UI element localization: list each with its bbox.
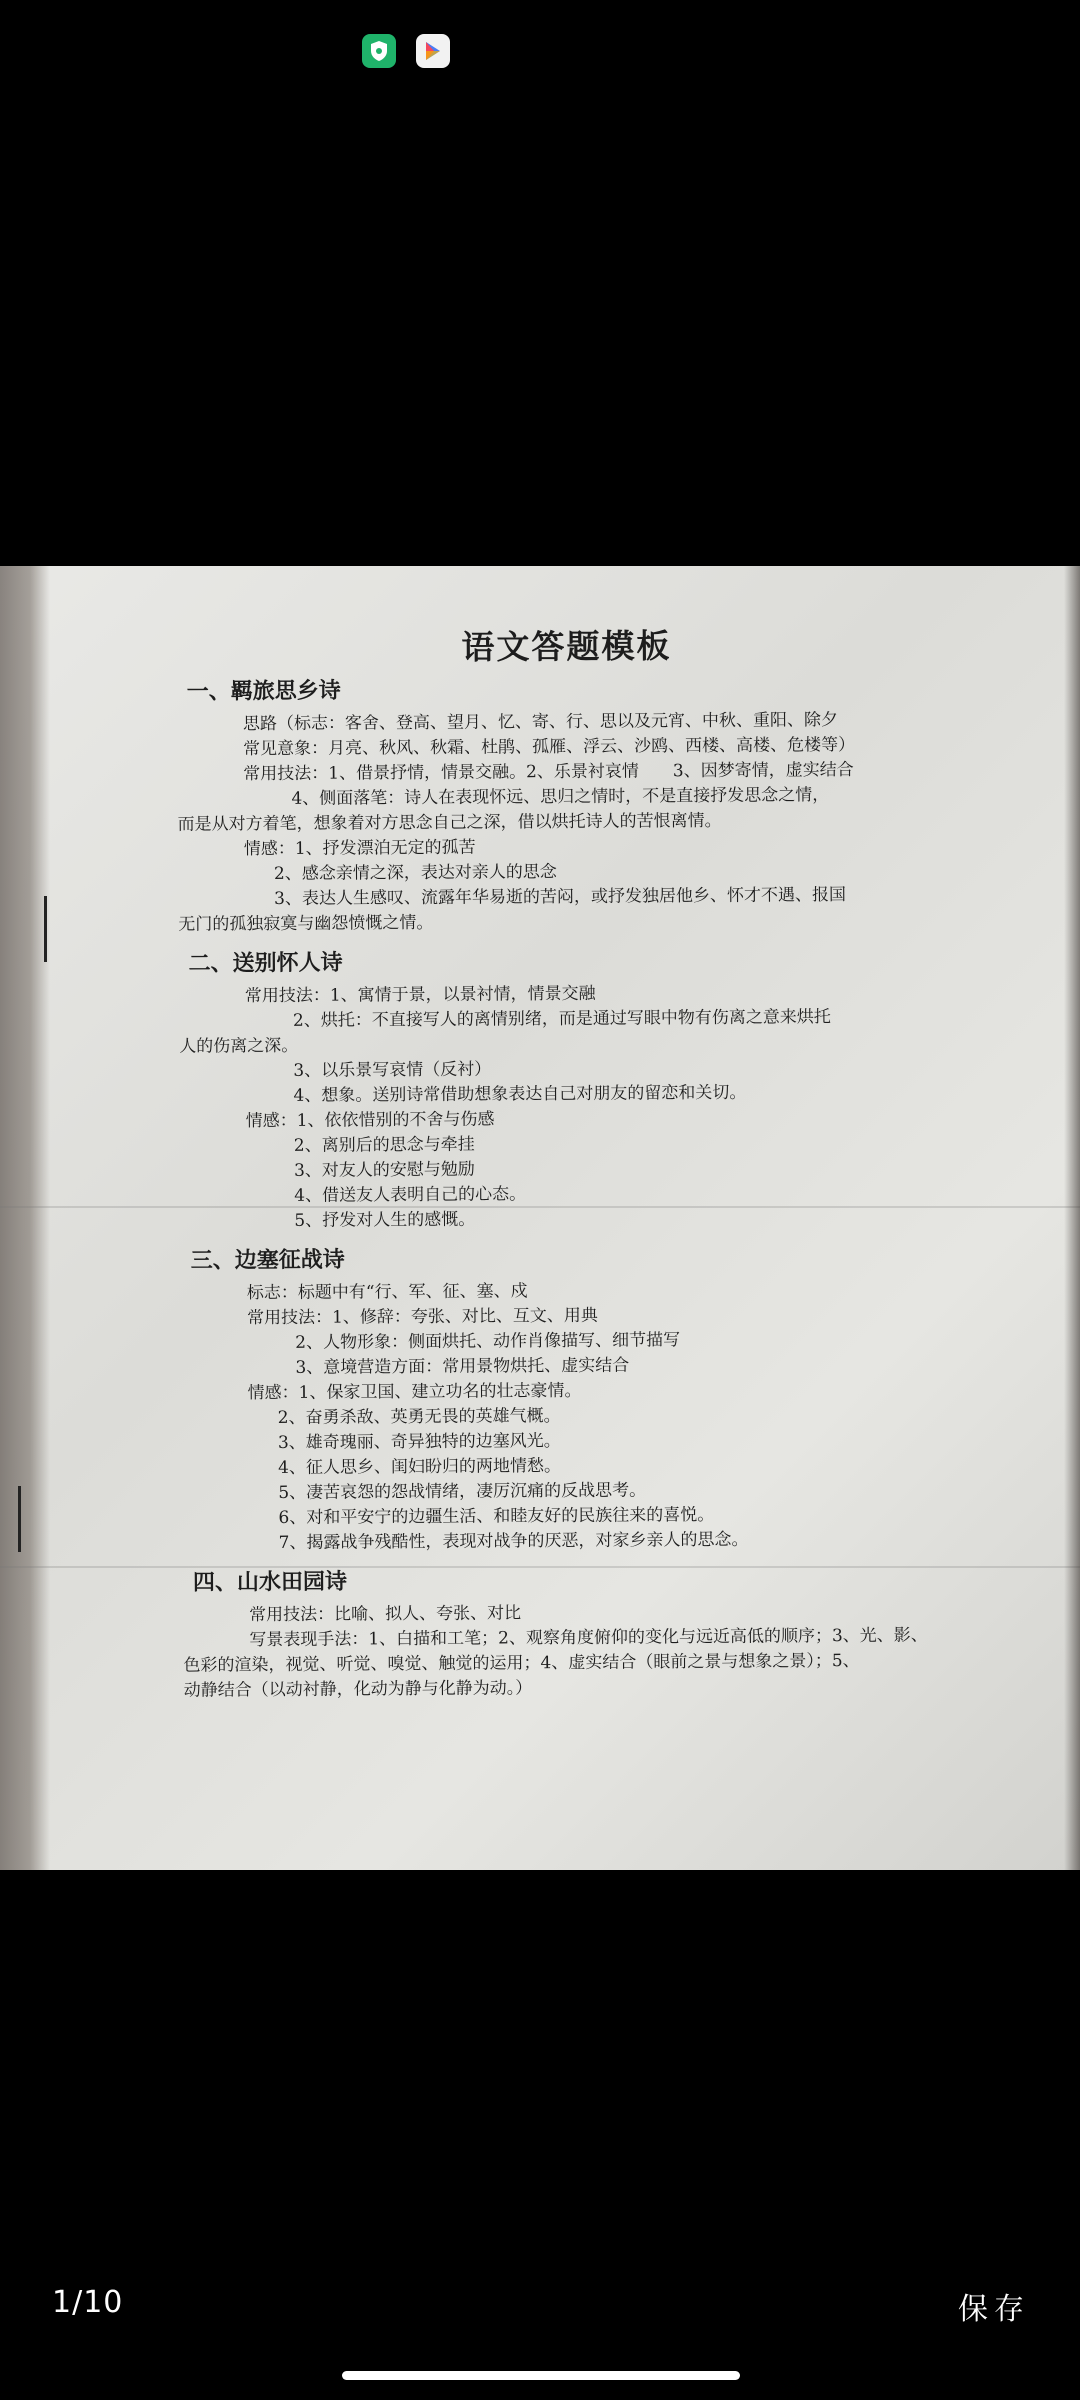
text-line: 3、意境营造方面：常用景物烘托、虚实结合 [295,1355,630,1378]
text-line: 4、侧面落笔：诗人在表现怀远、思归之情时，不是直接抒发思念之情， [291,785,830,809]
text-line: 4、想象。送别诗常借助想象表达自己对朋友的留恋和关切。 [293,1082,747,1106]
text-line: 常用技法：1、修辞：夸张、对比、互文、用典 [247,1305,598,1329]
text-line: 3、以乐景写哀情（反衬） [293,1059,492,1081]
text-line: 6、对和平安宁的边疆生活、和睦友好的民族往来的喜悦。 [278,1505,715,1529]
staple-top [44,896,47,962]
worksheet [177,623,953,1703]
status-bar-icons [362,34,450,68]
text-line: 2、人物形象：侧面烘托、动作肖像描写、细节描写 [295,1330,681,1353]
text-line: 常用技法：1、寓情于景，以景衬情，情景交融 [244,983,596,1007]
text-line: 常用技法：1、借景抒情，情景交融。2、乐景衬哀情 3、因梦寄情，虚实结合 [243,760,854,785]
shield-app-icon [362,34,396,68]
text-line: 2、奋勇杀敌、英勇无畏的英雄气概。 [277,1406,561,1429]
home-indicator[interactable] [342,2371,740,2380]
text-line: 动静结合（以动衬静，化动为静与化静为动。） [183,1678,533,1701]
text-line: 2、感念亲情之深，表达对亲人的思念 [273,862,557,885]
text-line: 5、抒发对人生的感慨。 [294,1209,476,1231]
document-photo[interactable] [0,566,1080,1870]
text-line: 4、征人思乡、闺妇盼归的两地情愁。 [278,1456,562,1479]
text-line: 3、对友人的安慰与勉励 [293,1159,475,1181]
text-line: 而是从对方着笔，想象着对方思念自己之深，借以烘托诗人的苦恨离情。 [177,810,722,835]
text-line: 情感：1、依依惜别的不舍与伤感 [245,1109,495,1132]
text-line: 思路（标志：客舍、登高、望月、忆、寄、行、思以及元宵、中秋、重阳、除夕 [242,710,838,735]
text-line: 标志：标题中有“行、军、征、塞、戍 [246,1281,528,1304]
text-line: 2、烘托：不直接写人的离情别绪，而是通过写眼中物有伤离之意来烘托 [292,1007,831,1031]
section-heading-4: 四、山水田园诗 [192,1568,348,1596]
staple-bottom [18,1486,21,1552]
text-line: 2、离别后的思念与牵挂 [293,1134,475,1156]
section-heading-1: 一、羁旅思乡诗 [186,677,341,705]
text-line: 人的伤离之深。 [179,1035,299,1057]
text-line: 7、揭露战争残酷性，表现对战争的厌恶，对家乡亲人的思念。 [278,1529,749,1554]
text-line: 5、凄苦哀怨的怨战情绪，凄厉沉痛的反战思考。 [278,1480,647,1504]
play-store-icon [416,34,450,68]
text-line: 常见意象：月亮、秋风、秋霜、杜鹃、孤雁、浮云、沙鸥、西楼、高楼、危楼等） [243,734,856,760]
text-line: 4、借送友人表明自己的心态。 [294,1184,527,1206]
text-line: 无门的孤独寂寞与幽怨愤慨之情。 [178,912,434,935]
text-line: 常用技法：比喻、拟人、夸张、对比 [249,1603,522,1626]
text-line: 3、表达人生感叹、流露年华易逝的苦闷，或抒发独居他乡、怀才不遇、报国 [274,885,847,910]
section-heading-2: 二、送别怀人诗 [188,949,343,977]
text-line: 3、雄奇瑰丽、奇异独特的边塞风光。 [277,1431,561,1454]
text-line: 色彩的渲染，视觉、听觉、嗅觉、触觉的运用；4、虚实结合（眼前之景与想象之景）；5、 [183,1650,860,1676]
page-indicator: 1/10 [52,2285,124,2320]
text-line: 写景表现手法：1、白描和工笔；2、观察角度俯仰的变化与远近高低的顺序；3、光、影、 [249,1625,928,1651]
text-line: 情感：1、抒发漂泊无定的孤苦 [243,837,476,860]
document-title: 语文答题模板 [461,626,672,667]
save-button[interactable]: 保存 [958,2292,1030,2327]
text-line: 情感：1、保家卫国、建立功名的壮志豪情。 [247,1380,582,1404]
section-heading-3: 三、边塞征战诗 [190,1246,345,1274]
